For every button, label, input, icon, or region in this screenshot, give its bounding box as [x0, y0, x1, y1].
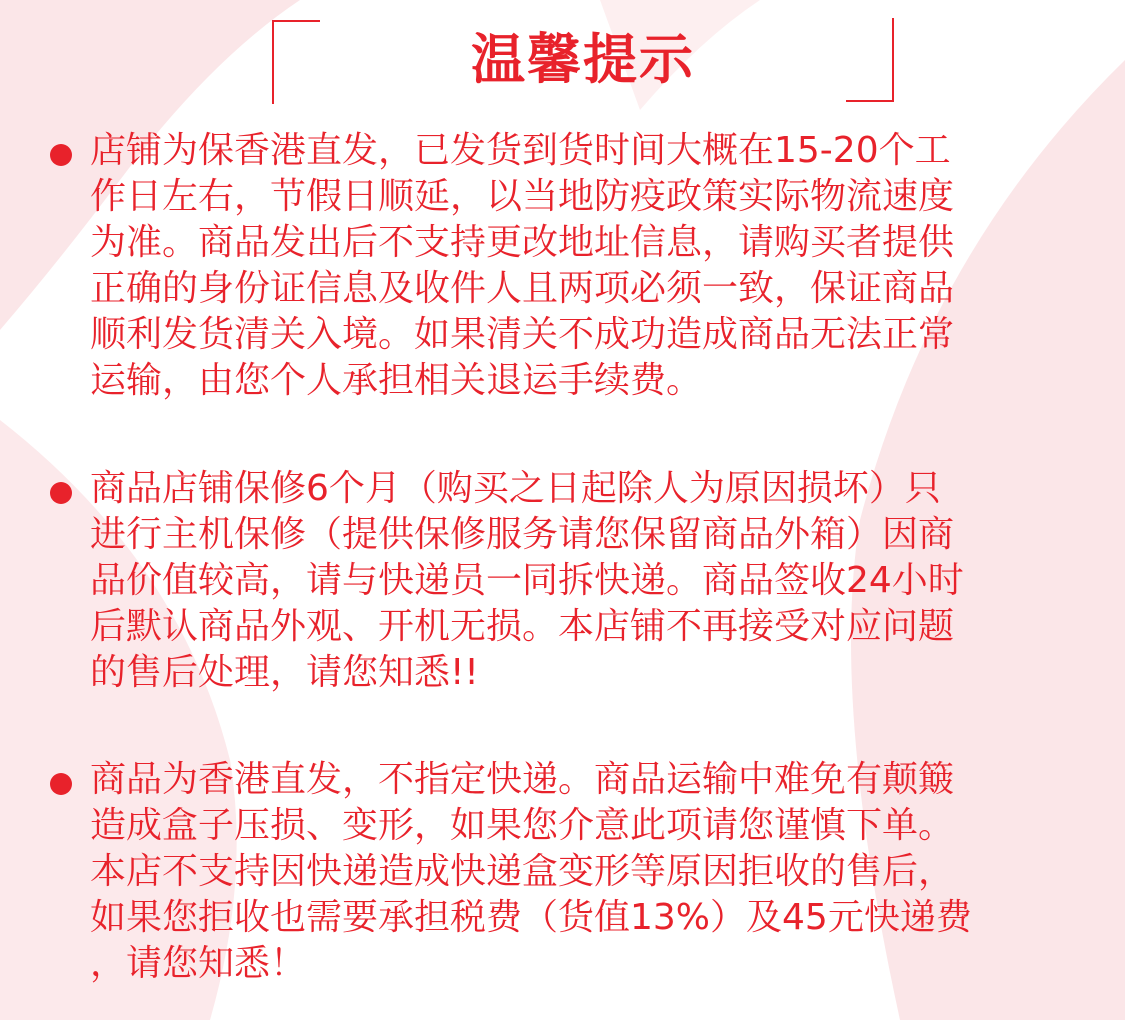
red-dot-icon: [50, 773, 72, 795]
notice-text: 商品为香港直发，不指定快递。商品运输中难免有颠簸 造成盒子压损、变形，如果您介意此项请您谨慎下单。 本店不支持因快递造成快递盒变形等原因拒收的售后， 如果您拒收也需要承担税费（货值13%）及45元快递费 ，请您知悉！: [90, 759, 972, 984]
page-title: 温馨提示: [471, 28, 695, 91]
notice-item: [42, 128, 1102, 404]
notice-text: 商品店铺保修6个月（购买之日起除人为原因损坏）只 进行主机保修（提供保修服务请您保留商品外箱）因商 品价值较高，请与快递员一同拆快递。商品签收24小时 后默认商品外观、开机无损。本店铺不再接受对应问题 的售后处理，请您知悉!!: [90, 468, 964, 693]
notice-item: [42, 466, 1102, 696]
notice-text: 店铺为保香港直发，已发货到货时间大概在15-20个工 作日左右，节假日顺延，以当地防疫政策实际物流速度 为准。商品发出后不支持更改地址信息，请购买者提供 正确的身份证信息及收件人且两项必须一致，保证商品 顺利发货清关入境。如果清关不成功造成商品无法正常 运输，由您个人承担相关退运手续费。: [90, 130, 955, 401]
title-frame: [272, 20, 894, 102]
red-dot-icon: [50, 482, 72, 504]
notice-item: [42, 757, 1102, 987]
red-dot-icon: [50, 144, 72, 166]
